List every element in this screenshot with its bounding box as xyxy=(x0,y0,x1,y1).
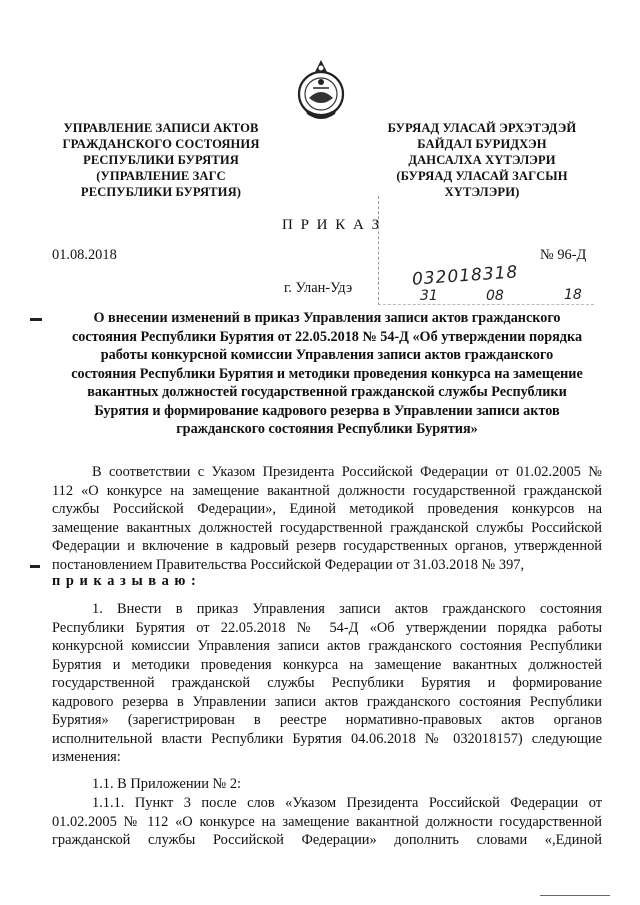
item-1-line: Бурятия» (зарегистрирован в реестре нормативно-правовых актов органов xyxy=(52,712,602,728)
item-1-line: государственной гражданской службы Республики Бурятия и формирование xyxy=(52,675,602,691)
header-right-line: (БУРЯАД УЛАСАЙ ЗАГСЫН xyxy=(396,169,568,183)
item-1-line: кадрового резерва в Управлении записи актов гражданского состояния Республики xyxy=(52,693,602,710)
header-right-line: БУРЯАД УЛАСАЙ ЭРХЭТЭДЭЙ xyxy=(387,121,577,135)
item-1-line: Республики Бурятия от 22.05.2018 № 54-Д «Об утверждении порядка работы xyxy=(52,619,602,636)
header-left-org-name xyxy=(52,120,270,200)
item-1-line: 1. Внести в приказ Управления записи актов гражданского состояния xyxy=(92,601,602,617)
header-left-line: ГРАЖДАНСКОГО СОСТОЯНИЯ xyxy=(62,137,260,151)
document-title xyxy=(52,309,602,439)
document-date: 01.08.2018 xyxy=(52,247,117,263)
document-city: г. Улан-Удэ xyxy=(284,280,353,296)
header-right-line: ХҮТЭЛЭРИ) xyxy=(444,185,520,199)
title-line: Бурятия и формирование кадрового резерва в Управлении записи актов xyxy=(94,402,560,419)
item-1-paragraph xyxy=(52,600,602,767)
header-left-line: РЕСПУБЛИКИ БУРЯТИЯ) xyxy=(80,185,242,199)
preamble-line: Федерации и включение в кадровый резерв государственных органов, утвержденной xyxy=(52,538,602,554)
preamble-line: постановлением Правительства Российской Федерации от 31.03.2018 № 397, xyxy=(52,556,525,573)
preamble-line: 112 «О конкурсе на замещение вакантной должности государственной гражданской xyxy=(52,482,602,499)
title-line: О внесении изменений в приказ Управления записи актов гражданского xyxy=(93,310,561,326)
item-1-1-1-line: гражданской службы Российской Федерации» дополнить словами «,Единой xyxy=(52,832,602,848)
preamble-line: замещение вакантных должностей государственной гражданской службы Российской xyxy=(52,519,602,536)
item-1-1: 1.1. В Приложении № 2: xyxy=(92,776,242,792)
item-1-1-1-paragraph xyxy=(52,794,602,850)
title-line: вакантных должностей государственной гражданской службы Республики xyxy=(87,384,567,400)
header-left-line: УПРАВЛЕНИЕ ЗАПИСИ АКТОВ xyxy=(63,121,259,135)
margin-mark xyxy=(30,318,42,321)
margin-mark xyxy=(30,565,40,568)
title-line: гражданского состояния Республики Бурятия» xyxy=(176,421,478,437)
title-line: состояния Республики Бурятия от 22.05.2018 № 54-Д «Об утверждении порядка xyxy=(71,328,583,345)
item-1-line: изменения: xyxy=(52,749,121,765)
stamp-month: 08 xyxy=(486,288,504,304)
header-left-line: (УПРАВЛЕНИЕ ЗАГС xyxy=(96,169,226,183)
stamp-registration-number: 032018318 xyxy=(411,262,519,290)
header-right-line: БАЙДАЛ БУРИДХЭН xyxy=(417,137,547,151)
header-right-org-name xyxy=(372,120,592,200)
item-1-1-1-line: 01.02.2005 № 112 «О конкурсе на замещение вакантной должности государственной xyxy=(52,813,602,830)
coat-of-arms-emblem xyxy=(291,58,351,126)
title-line: состояния Республики Бурятия и методики проведения конкурса на замещение xyxy=(71,365,583,382)
preamble-paragraph xyxy=(52,463,602,574)
item-1-line: исполнительной власти Республики Бурятия 04.06.2018 № 032018157) следующие xyxy=(52,730,602,747)
preamble-line: службы Российской Федерации», Единой методикой проведения конкурсов на xyxy=(52,501,602,517)
title-line: работы конкурсной комиссии Управления записи актов гражданского xyxy=(100,347,554,363)
item-1-line: Бурятия и методики проведения конкурса на замещение вакантных должностей xyxy=(52,656,602,673)
header-right-line: ДАНСАЛХА ХҮТЭЛЭРИ xyxy=(408,153,556,167)
stamp-year: 18 xyxy=(564,287,582,303)
scan-artifact-line xyxy=(540,895,610,896)
order-word: п р и к а з ы в а ю : xyxy=(52,573,197,589)
stamp-day: 31 xyxy=(420,288,438,304)
item-1-line: конкурсной комиссии Управления записи актов гражданского состояния Республики xyxy=(52,638,602,654)
preamble-line: В соответствии с Указом Президента Российской Федерации от 01.02.2005 № xyxy=(92,464,602,480)
item-1-1-1-line: 1.1.1. Пункт 3 после слов «Указом Президента Российской Федерации от xyxy=(92,795,602,811)
header-left-line: РЕСПУБЛИКИ БУРЯТИЯ xyxy=(83,153,239,167)
document-number: № 96-Д xyxy=(540,247,587,263)
document-type: П Р И К А З xyxy=(282,217,382,233)
